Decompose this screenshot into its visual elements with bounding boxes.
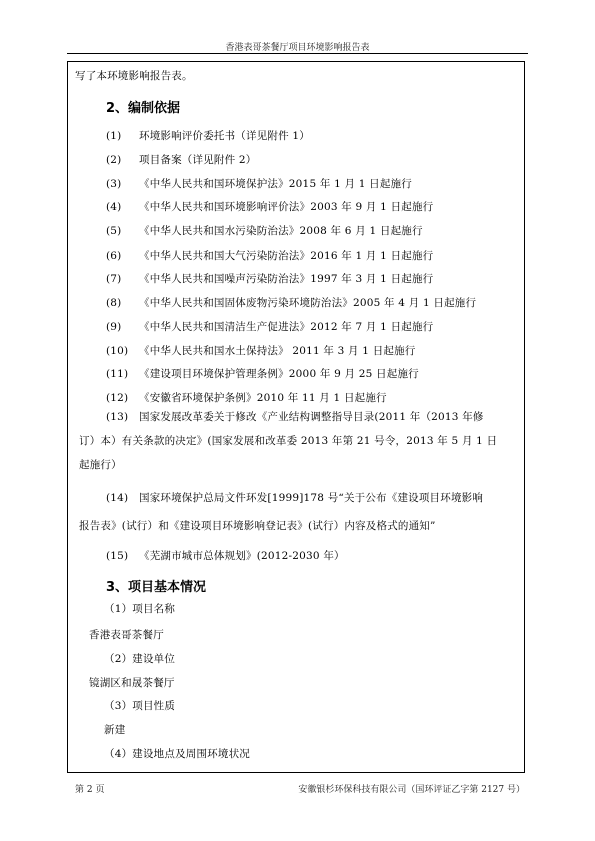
section-3-heading: 3、项目基本情况 [106, 580, 207, 595]
basis-item-text: 《中华人民共和国环境影响评价法》2003 年 9 月 1 日起施行 [139, 201, 434, 213]
basis-item-text: 《中华人民共和国水污染防治法》2008 年 6 月 1 日起施行 [139, 225, 423, 237]
basis-item-15 [106, 548, 345, 563]
basis-item [106, 199, 433, 214]
footer-page-number: 第 2 页 [75, 785, 105, 795]
intro-line: 写了本环境影响报告表。 [75, 70, 193, 82]
field-label-builder: （2）建设单位 [104, 653, 176, 665]
basis-item [106, 366, 419, 381]
basis-item-text: 《中华人民共和国噪声污染防治法》1997 年 3 月 1 日起施行 [139, 273, 434, 285]
basis-item-15-text: 《芜湖市城市总体规划》(2012-2030 年） [139, 550, 345, 562]
field-value-builder: 镜湖区和晟茶餐厅 [89, 677, 175, 689]
basis-item [106, 128, 310, 143]
basis-item-14-line1 [106, 490, 483, 505]
basis-item-text: 《中华人民共和国水土保持法》 2011 年 3 月 1 日起施行 [139, 345, 416, 357]
basis-item-text: 《安徽省环境保护条例》2010 年 11 月 1 日起施行 [139, 392, 387, 404]
basis-item-13-line3: 起施行） [79, 459, 122, 471]
basis-item-13-text: 国家发展改革委关于修改《产业结构调整指导目录(2011 年（2013 年修 [139, 411, 484, 423]
basis-item-14-text: 国家环境保护总局文件环发[1999]178 号“关于公布《建设项目环境影响 [139, 492, 484, 504]
basis-item-14-number: (14) [106, 492, 129, 504]
basis-item-14-line2: 报告表》(试行）和《建设项目环境影响登记表》(试行）内容及格式的通知” [79, 520, 436, 532]
field-label-nature: （3）项目性质 [104, 700, 176, 712]
basis-item [106, 271, 433, 286]
basis-item [106, 343, 416, 358]
section-2-heading: 2、编制依据 [106, 101, 181, 116]
basis-item-number: (8) [106, 297, 122, 309]
basis-item-text: 《中华人民共和国固体废物污染环境防治法》2005 年 4 月 1 日起施行 [139, 297, 477, 309]
basis-item-13-number: (13) [106, 411, 129, 423]
basis-item [106, 390, 387, 405]
basis-item-number: (3) [106, 178, 122, 190]
basis-item-text: 项目备案（详见附件 2） [139, 154, 257, 166]
basis-item-number: (11) [106, 368, 129, 380]
basis-item-text: 《中华人民共和国大气污染防治法》2016 年 1 月 1 日起施行 [139, 250, 434, 262]
basis-item-text: 《中华人民共和国环境保护法》2015 年 1 月 1 日起施行 [139, 178, 412, 190]
basis-item [106, 223, 423, 238]
basis-item-number: (6) [106, 250, 122, 262]
basis-item-number: (12) [106, 392, 129, 404]
field-value-nature: 新建 [104, 724, 126, 736]
basis-item-text: 《中华人民共和国清洁生产促进法》2012 年 7 月 1 日起施行 [139, 321, 434, 333]
basis-item-number: (2) [106, 154, 122, 166]
footer-company: 安徽银杉环保科技有限公司（国环评证乙字第 2127 号） [298, 785, 525, 795]
page-header: 香港表哥茶餐厅项目环境影响报告表 [225, 43, 370, 53]
basis-item-number: (9) [106, 321, 122, 333]
basis-item [106, 295, 476, 310]
field-value-project-name: 香港表哥茶餐厅 [89, 629, 164, 641]
basis-item-number: (7) [106, 273, 122, 285]
basis-item-text: 环境影响评价委托书（详见附件 1） [139, 130, 310, 142]
basis-item [106, 319, 433, 334]
basis-item [106, 152, 256, 167]
basis-item-13-line2: 订）本）有关条款的决定》(国家发展和改革委 2013 年第 21 号令，2013 年 5 月 1 日 [79, 435, 498, 447]
basis-item-number: (10) [106, 345, 129, 357]
basis-item-number: (1) [106, 130, 122, 142]
basis-item [106, 248, 433, 263]
basis-item-15-number: (15) [106, 550, 129, 562]
basis-item-number: (4) [106, 201, 122, 213]
basis-item-text: 《建设项目环境保护管理条例》2000 年 9 月 25 日起施行 [139, 368, 419, 380]
basis-item-number: (5) [106, 225, 122, 237]
basis-item [106, 176, 412, 191]
field-label-location: （4）建设地点及周围环境状况 [104, 748, 250, 760]
basis-item-13-line1 [106, 409, 484, 424]
field-label-project-name: （1）项目名称 [104, 603, 176, 615]
header-divider [67, 53, 528, 54]
